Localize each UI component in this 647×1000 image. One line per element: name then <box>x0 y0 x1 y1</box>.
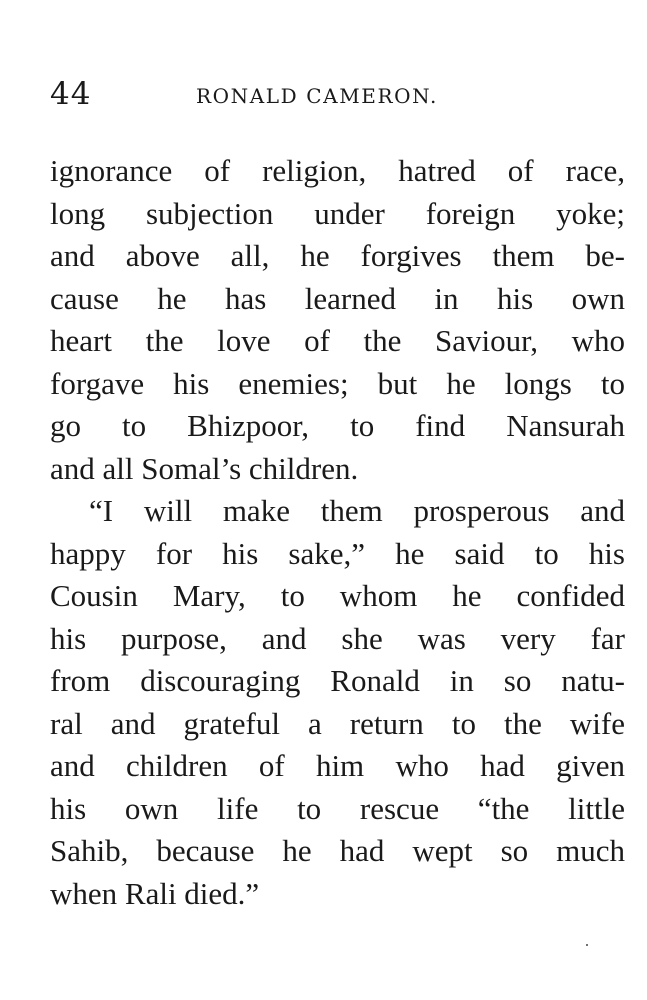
page-header <box>50 74 610 114</box>
text-line: his purpose, and she was very far <box>50 620 625 656</box>
text-line: from discouraging Ronald in so natu- <box>50 663 625 698</box>
text-line: “I will make them prosperous and <box>89 493 625 528</box>
page-number: 44 <box>50 76 92 112</box>
text-line: happy for his sake,” he said to his <box>50 535 625 571</box>
text-line: and children of him who had given <box>50 748 625 783</box>
text-line: Cousin Mary, to whom he confided <box>50 578 625 613</box>
running-head: RONALD CAMERON. <box>196 84 438 108</box>
text-line: go to Bhizpoor, to find Nansurah <box>50 408 625 443</box>
body-text <box>50 150 625 915</box>
text-line: heart the love of the Saviour, who <box>50 323 625 358</box>
print-speck <box>586 944 588 946</box>
text-line: and all Somal’s children. <box>50 450 359 486</box>
text-line: ral and grateful a return to the wife <box>50 705 625 741</box>
text-line: cause he has learned in his own <box>50 280 625 316</box>
text-line: and above all, he forgives them be- <box>50 238 625 273</box>
text-line: ignorance of religion, hatred of race, <box>50 153 625 188</box>
text-line: long subjection under foreign yoke; <box>50 195 625 231</box>
text-line: his own life to rescue “the little <box>50 790 625 826</box>
text-line: Sahib, because he had wept so much <box>50 833 625 868</box>
text-line: forgave his enemies; but he longs to <box>50 365 625 401</box>
text-line: when Rali died.” <box>50 875 260 911</box>
